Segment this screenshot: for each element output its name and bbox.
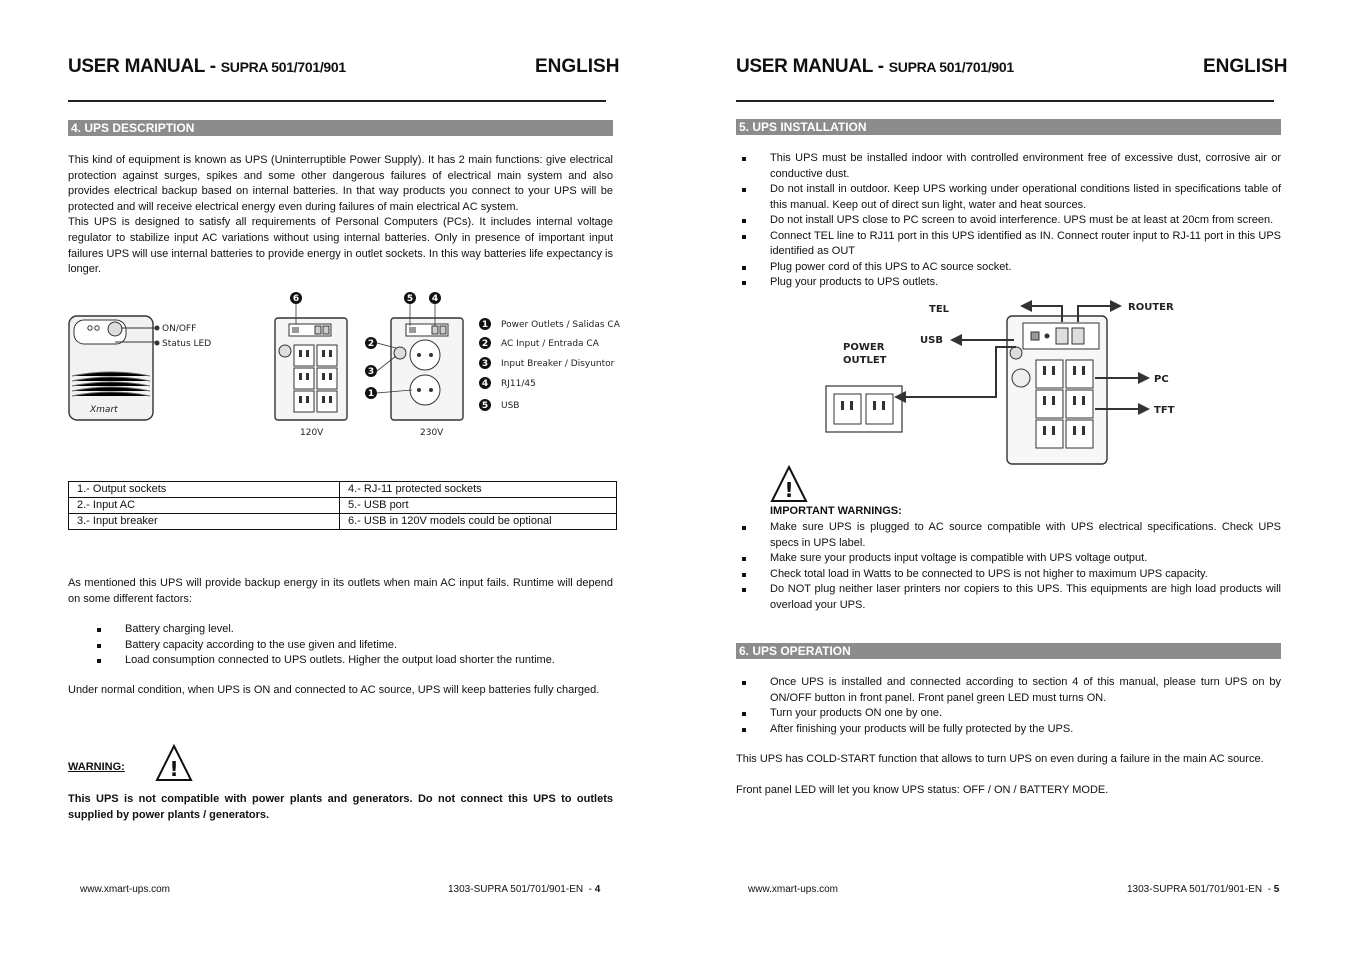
list-item: Plug your products to UPS outlets. [736, 275, 1281, 291]
callout-1: 1 [367, 389, 375, 399]
callout-2: 2 [367, 339, 375, 349]
warning-icon [155, 744, 193, 782]
table-cell: 6.- USB in 120V models could be optional [340, 514, 617, 530]
power-outlet-label: POWER [843, 342, 885, 353]
runtime-factors-list [91, 622, 611, 669]
figure-legend [479, 318, 621, 411]
charging-text: Under normal condition, when UPS is ON and connected to AC source, UPS will keep batteries fully charged. [68, 684, 600, 696]
tft-label: TFT [1154, 405, 1175, 416]
description-text [68, 153, 613, 278]
section-title: 4. UPS DESCRIPTION [68, 120, 613, 136]
installation-list [736, 151, 1281, 291]
brand-logo: Xmart [90, 405, 118, 415]
page-number: 5 [1273, 884, 1280, 895]
legend-num: 3 [481, 359, 489, 369]
operation-list [736, 675, 1281, 737]
footer-separator: - [588, 884, 592, 895]
connection-diagram [820, 292, 1180, 468]
header-language: ENGLISH [1203, 56, 1288, 77]
list-item: Do NOT plug neither laser printers nor copiers to this UPS. This equipments are high load products will overload your UPS. [736, 582, 1281, 613]
header-title: USER MANUAL - [736, 56, 884, 77]
legend-item: Input Breaker / Disyuntor [501, 359, 615, 369]
table-cell: 5.- USB port [340, 498, 617, 514]
ups-rear-unit [1007, 316, 1107, 464]
ups-description-figure [66, 288, 626, 438]
legend-item: USB [501, 401, 520, 411]
warning-text: This UPS is not compatible with power plants and generators. Do not connect this UPS to outlets supplied by power plants / generators. [68, 793, 613, 821]
table-cell: 1.- Output sockets [69, 482, 340, 498]
footer-code [448, 884, 600, 895]
pc-label: PC [1154, 374, 1169, 385]
legend-num: 4 [481, 379, 489, 389]
router-label: ROUTER [1128, 302, 1174, 313]
list-item: Connect TEL line to RJ11 port in this UPS identified as IN. Connect router input to RJ-11 port in this UPS identified as OUT [736, 229, 1281, 260]
header-rule [736, 100, 1274, 102]
legend-num: 1 [481, 320, 489, 330]
important-warnings-list [736, 520, 1281, 613]
page-header [736, 56, 1014, 78]
status-led-label: Status LED [162, 339, 212, 349]
warning-icon-glyph: ! [169, 757, 179, 781]
list-item: Load consumption connected to UPS outlets. Higher the output load shorter the runtime. [91, 653, 611, 669]
usb-label: USB [920, 335, 943, 346]
callout-6: 6 [292, 294, 300, 304]
footer-url: www.xmart-ups.com [80, 884, 171, 895]
list-item: After finishing your products will be fully protected by the UPS. [736, 722, 1281, 738]
wall-outlet [826, 386, 902, 432]
legend-item: AC Input / Entrada CA [501, 339, 599, 349]
section-title: 6. UPS OPERATION [736, 643, 1281, 659]
footer-url: www.xmart-ups.com [748, 884, 839, 895]
list-item: Battery capacity according to the use given and lifetime. [91, 638, 611, 654]
list-item: This UPS must be installed indoor with controlled environment free of excessive dust, corrosive air or conductive dust. [736, 151, 1281, 182]
table-row [69, 514, 617, 530]
table-cell: 3.- Input breaker [69, 514, 340, 530]
page-header [68, 56, 346, 78]
list-item: Make sure your products input voltage is compatible with UPS voltage output. [736, 551, 1281, 567]
footer-doc-code: 1303-SUPRA 501/701/901-EN [448, 884, 584, 895]
legend-item: RJ11/45 [501, 379, 536, 389]
callout-3: 3 [367, 367, 375, 377]
footer-separator: - [1267, 884, 1271, 895]
table-cell: 2.- Input AC [69, 498, 340, 514]
important-warnings-title: IMPORTANT WARNINGS: [770, 505, 902, 517]
description-paragraph: This kind of equipment is known as UPS (Uninterruptible Power Supply). It has 2 main functions: give electrical protection against surges, spikes and some other dangerous failures of electrical main system and also provides electrical backup based on internal batteries. In that way products you connect to your UPS will be protected and will receive electrical energy even during failures of main electrical AC system. [68, 154, 613, 213]
list-item: Battery charging level. [91, 622, 611, 638]
footer-code [1127, 884, 1279, 895]
page-right [675, 0, 1350, 954]
runtime-text: As mentioned this UPS will provide backup energy in its outlets when main AC input fails. Runtime will depend on some different factors: [68, 577, 613, 605]
cold-start-text: This UPS has COLD-START function that allows to turn UPS on even during a failure in the main AC source. [736, 753, 1264, 765]
callout-4: 4 [431, 294, 439, 304]
list-item: Make sure UPS is plugged to AC source compatible with UPS electrical specifications. Check UPS specs in UPS label. [736, 520, 1281, 551]
list-item: Do not install in outdoor. Keep UPS working under operational conditions listed in specifications table of this manual. Keep out of direct sun light, water and heat sources. [736, 182, 1281, 213]
callout-5: 5 [406, 294, 414, 304]
list-item: Turn your products ON one by one. [736, 706, 1281, 722]
section-title: 5. UPS INSTALLATION [736, 119, 1281, 135]
list-item: Plug power cord of this UPS to AC source socket. [736, 260, 1281, 276]
legend-num: 2 [481, 339, 489, 349]
header-title: USER MANUAL - [68, 56, 216, 77]
warning-label: WARNING: [68, 761, 125, 773]
header-model: SUPRA 501/701/901 [220, 59, 346, 75]
voltage-230v-label: 230V [420, 428, 444, 438]
warning-icon [770, 465, 808, 503]
tel-label: TEL [929, 304, 950, 315]
led-status-text: Front panel LED will let you know UPS status: OFF / ON / BATTERY MODE. [736, 784, 1109, 796]
table-row [69, 498, 617, 514]
table-row [69, 482, 617, 498]
header-model: SUPRA 501/701/901 [888, 59, 1014, 75]
legend-num: 5 [481, 401, 489, 411]
list-item: Once UPS is installed and connected according to section 4 of this manual, please turn UPS on by ON/OFF button in front panel. Front panel green LED must turns ON. [736, 675, 1281, 706]
ups-front-view [69, 316, 211, 420]
header-rule [68, 100, 606, 102]
legend-item: Power Outlets / Salidas CA [501, 320, 620, 330]
parts-table [68, 481, 617, 530]
on-off-label: ON/OFF [162, 324, 197, 334]
power-outlet-label: OUTLET [843, 355, 887, 366]
ups-rear-230v [391, 318, 463, 438]
table-cell: 4.- RJ-11 protected sockets [340, 482, 617, 498]
description-paragraph: This UPS is designed to satisfy all requirements of Personal Computers (PCs). It includes internal voltage regulator to stabilize input AC variations without using internal batteries. Only in presence of important input failures UPS will use internal batteries to provide energy in outlet sockets. In this way batteries life expectancy is longer. [68, 216, 613, 276]
page-number: 4 [594, 884, 601, 895]
footer-doc-code: 1303-SUPRA 501/701/901-EN [1127, 884, 1263, 895]
header-language: ENGLISH [535, 56, 620, 77]
warning-icon-glyph: ! [784, 478, 794, 502]
list-item: Check total load in Watts to be connected to UPS is not higher to maximum UPS capacity. [736, 567, 1281, 583]
list-item: Do not install UPS close to PC screen to avoid interference. UPS must be at least at 20cm from screen. [736, 213, 1281, 229]
voltage-120v-label: 120V [300, 428, 324, 438]
ups-rear-120v [275, 318, 347, 438]
